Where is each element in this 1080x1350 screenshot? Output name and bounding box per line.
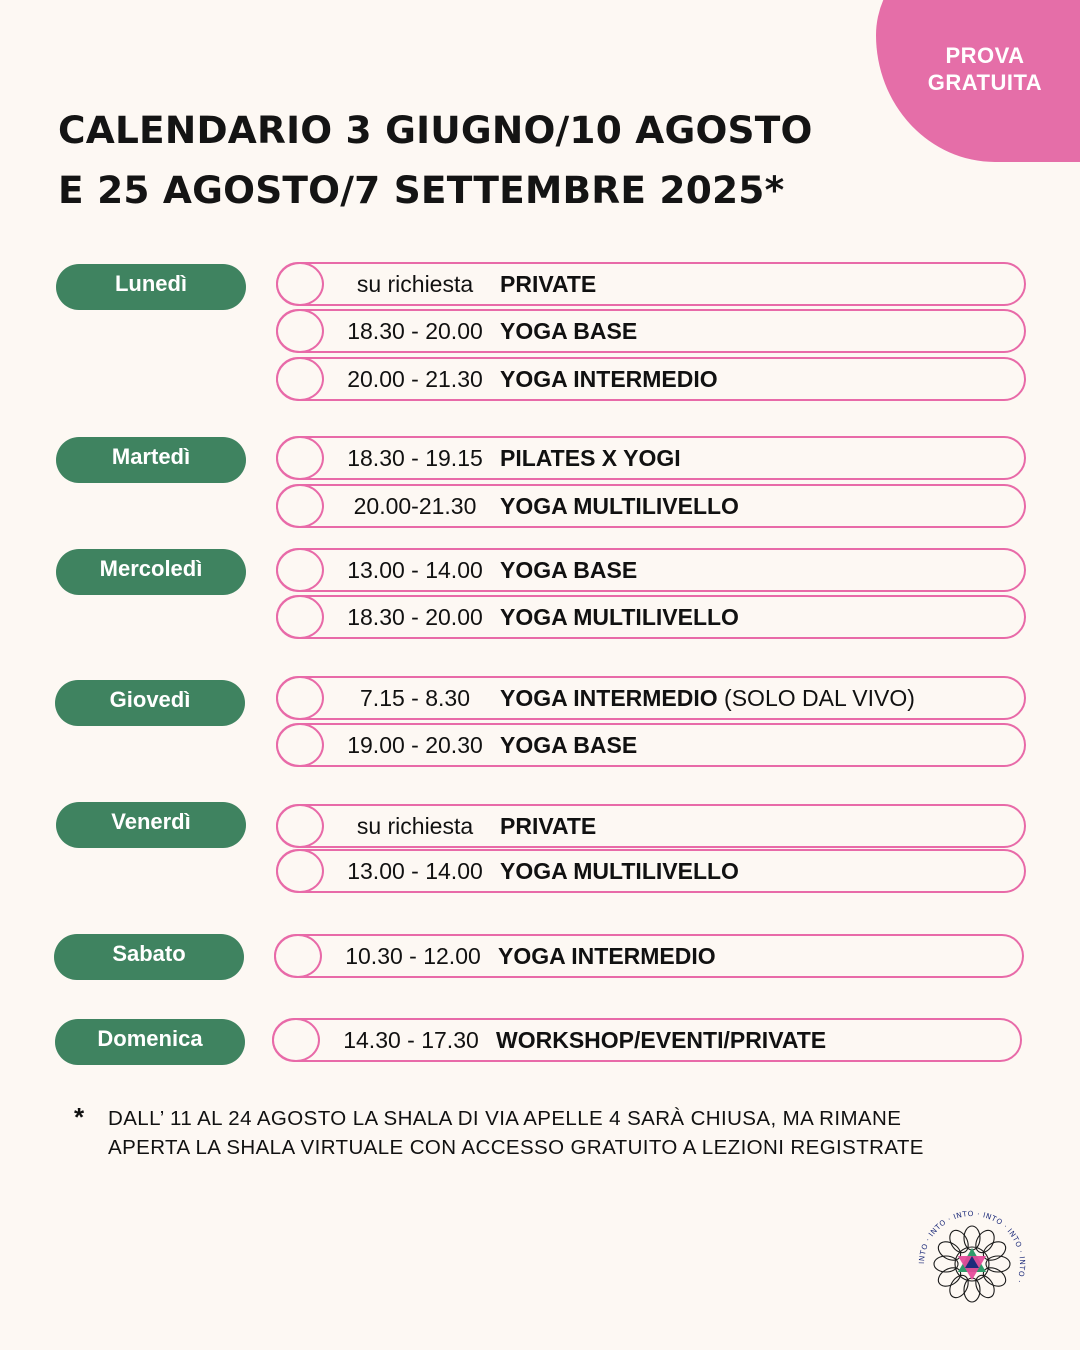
- checkbox-circle[interactable]: [276, 595, 324, 639]
- class-row[interactable]: [276, 804, 1026, 848]
- prova-gratuita-label[interactable]: PROVA GRATUITA: [927, 43, 1043, 95]
- checkbox-circle[interactable]: [276, 484, 324, 528]
- class-time: 19.00 - 20.30: [347, 732, 483, 758]
- class-time: 18.30 - 20.00: [347, 604, 483, 630]
- class-time: su richiesta: [356, 813, 474, 839]
- class-name: YOGA MULTILIVELLO: [500, 604, 739, 630]
- class-name: [500, 678, 915, 718]
- class-time: 18.30 - 19.15: [347, 445, 483, 471]
- day-label-martedi: Martedì: [56, 437, 246, 483]
- checkbox-circle[interactable]: [276, 309, 324, 353]
- class-row[interactable]: [276, 849, 1026, 893]
- class-name: YOGA INTERMEDIO: [500, 366, 718, 392]
- checkbox-circle[interactable]: [276, 357, 324, 401]
- class-time: 10.30 - 12.00: [345, 943, 481, 969]
- checkbox-circle[interactable]: [276, 262, 324, 306]
- class-row[interactable]: [274, 934, 1024, 978]
- class-note: (SOLO DAL VIVO): [717, 685, 915, 711]
- footnote-text: [108, 1104, 1008, 1162]
- checkbox-circle[interactable]: [274, 934, 322, 978]
- class-row[interactable]: [276, 723, 1026, 767]
- class-row[interactable]: [276, 357, 1026, 401]
- checkbox-circle[interactable]: [272, 1018, 320, 1062]
- class-row[interactable]: [276, 595, 1026, 639]
- class-row[interactable]: [276, 548, 1026, 592]
- logo-ring-text: INTO · INTO · INTO · INTO · INTO · INTO ·: [916, 1208, 1028, 1285]
- into-mandala-logo: [916, 1208, 1028, 1320]
- day-label-mercoledi: Mercoledì: [56, 549, 246, 595]
- page-title: [58, 100, 813, 220]
- class-time: 7.15 - 8.30: [360, 685, 470, 711]
- day-label-lunedi: Lunedì: [56, 264, 246, 310]
- class-name-text: YOGA INTERMEDIO: [500, 685, 718, 711]
- class-time: 13.00 - 14.00: [347, 557, 483, 583]
- class-name: YOGA BASE: [500, 732, 638, 758]
- day-label-venerdi: Venerdì: [56, 802, 246, 848]
- class-name: YOGA MULTILIVELLO: [500, 858, 739, 884]
- class-name: YOGA MULTILIVELLO: [500, 493, 739, 519]
- class-time: 14.30 - 17.30: [343, 1027, 479, 1053]
- class-name: YOGA BASE: [500, 557, 638, 583]
- checkbox-circle[interactable]: [276, 676, 324, 720]
- checkbox-circle[interactable]: [276, 849, 324, 893]
- checkbox-circle[interactable]: [276, 723, 324, 767]
- class-time: su richiesta: [356, 271, 474, 297]
- class-name: PRIVATE: [500, 271, 597, 297]
- checkbox-circle[interactable]: [276, 436, 324, 480]
- class-time: 20.00 - 21.30: [347, 366, 483, 392]
- class-time: 20.00-21.30: [353, 493, 477, 519]
- class-row[interactable]: [276, 436, 1026, 480]
- footnote-line-1: DALL’ 11 AL 24 AGOSTO LA SHALA DI VIA APELLE 4 SARÀ CHIUSA, MA RIMANE: [108, 1107, 902, 1130]
- day-label-giovedi: Giovedì: [55, 680, 245, 726]
- class-row[interactable]: [276, 262, 1026, 306]
- day-label-sabato: Sabato: [54, 934, 244, 980]
- class-row[interactable]: [276, 484, 1026, 528]
- day-label-domenica: Domenica: [55, 1019, 245, 1065]
- class-time: 18.30 - 20.00: [347, 318, 483, 344]
- class-name: PILATES X YOGI: [500, 445, 681, 471]
- class-name: YOGA INTERMEDIO: [498, 943, 716, 969]
- class-name: YOGA BASE: [500, 318, 638, 344]
- footnote-line-2: APERTA LA SHALA VIRTUALE CON ACCESSO GRATUITO A LEZIONI REGISTRATE: [108, 1136, 924, 1159]
- checkbox-circle[interactable]: [276, 548, 324, 592]
- class-name: WORKSHOP/EVENTI/PRIVATE: [496, 1027, 827, 1053]
- title-line-1: CALENDARIO 3 GIUGNO/10 AGOSTO: [58, 108, 813, 152]
- class-row[interactable]: [276, 309, 1026, 353]
- class-row[interactable]: [276, 676, 1026, 720]
- class-row[interactable]: [272, 1018, 1022, 1062]
- class-time: 13.00 - 14.00: [347, 858, 483, 884]
- checkbox-circle[interactable]: [276, 804, 324, 848]
- footnote-asterisk: *: [74, 1102, 85, 1132]
- class-name: PRIVATE: [500, 813, 597, 839]
- title-line-2: E 25 AGOSTO/7 SETTEMBRE 2025*: [58, 168, 785, 212]
